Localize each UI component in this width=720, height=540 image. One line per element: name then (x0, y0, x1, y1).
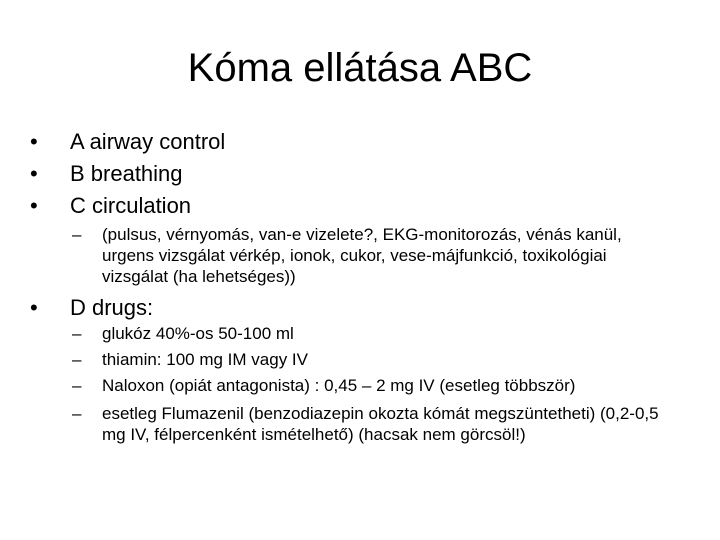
dash-icon: – (72, 324, 82, 343)
bullet-icon: • (30, 129, 38, 154)
bullet-text: A airway control (70, 129, 226, 154)
bullet-icon: • (30, 161, 38, 186)
drug-item-thiamin (72, 349, 672, 370)
circulation-detail-text: (pulsus, vérnyomás, van-e vizelete?, EKG-monitorozás, vénás kanül, urgens vizsgálat vérkép, ionok, cukor, vese-májfunkció, toxikológiai vizsgálat (ha lehetséges)) (102, 225, 622, 286)
bullet-icon: • (30, 295, 38, 320)
drug-text: glukóz 40%-os 50-100 ml (102, 324, 294, 343)
bullet-text: C circulation (70, 193, 192, 218)
bullet-icon: • (30, 193, 38, 218)
drug-text: Naloxon (opiát antagonista) : 0,45 – 2 mg IV (esetleg többször) (102, 376, 576, 395)
bullet-text: D drugs: (70, 295, 154, 320)
dash-icon: – (72, 350, 82, 369)
dash-icon: – (72, 225, 82, 244)
slide-title: Kóma ellátása ABC (187, 46, 533, 90)
drug-item-glucose (72, 323, 672, 344)
drug-text: esetleg Flumazenil (benzodiazepin okozta kómát megszüntetheti) (0,2-0,5 mg IV, félpercenként ismételhető) (hacsak nem görcsöl!) (102, 404, 659, 444)
dash-icon: – (72, 404, 82, 423)
drug-text: thiamin: 100 mg IM vagy IV (102, 350, 308, 369)
dash-icon: – (72, 376, 82, 395)
circulation-detail-item (72, 224, 672, 287)
drug-item-naloxon (72, 375, 672, 396)
bullet-text: B breathing (70, 161, 183, 186)
drug-item-flumazenil (72, 403, 672, 445)
